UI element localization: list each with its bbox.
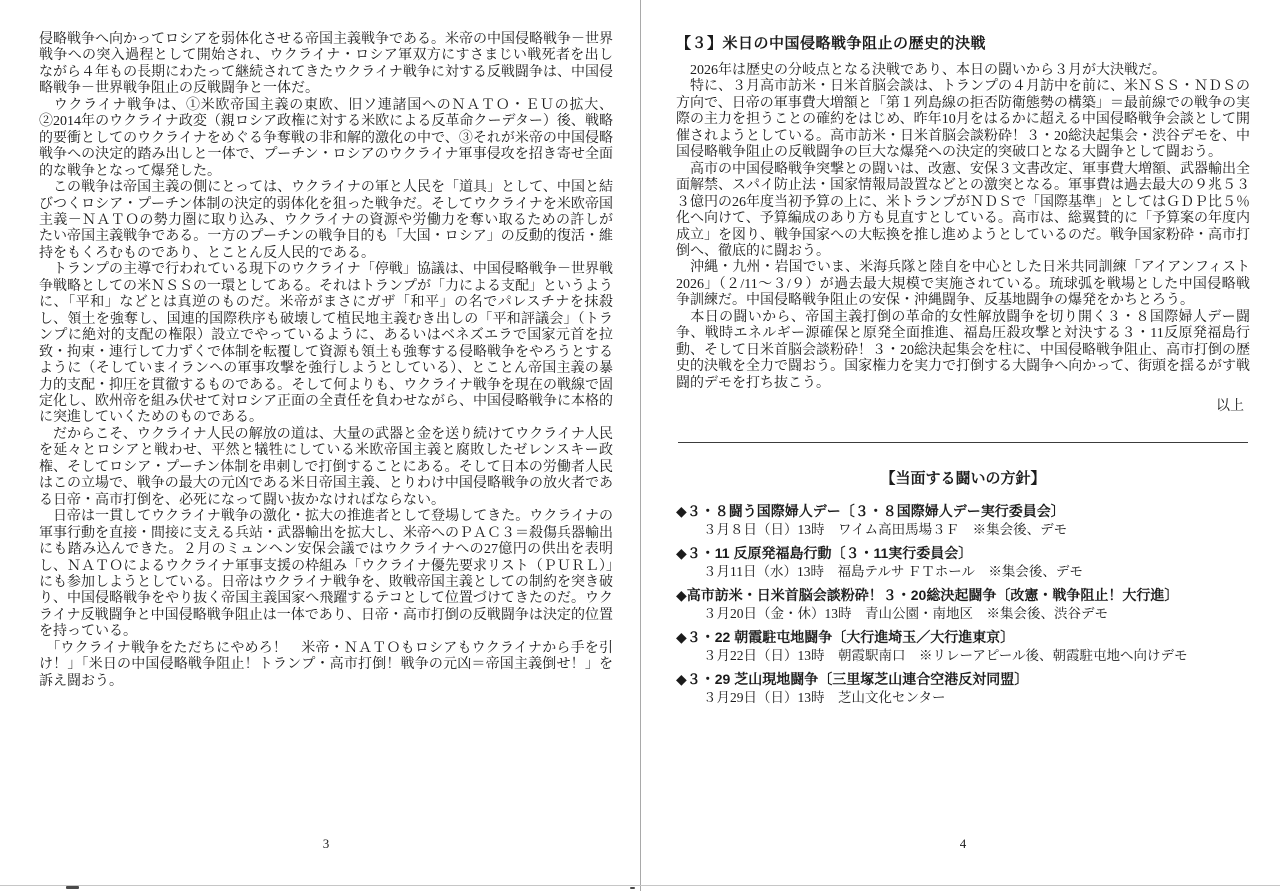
paragraph: だからこそ、ウクライナ人民の解放の道は、大量の武器と金を送り続けてウクライナ人民を延々とロシアと戦わせ、平然と犠牲にしている米欧帝国主義と腐敗したゼレンスキー政権、そしてロシア・プーチン体制を串刺しで打倒することにある。そして日本の労働者人民はこの立場で、戦争の最大の元凶である米日帝国主義、とりわけ中国侵略戦争の放火者である日帝・高市打倒を、必死になって闘い抜かなければならない。 (39, 426, 613, 508)
page-right (676, 32, 1250, 712)
page-divider-line (640, 0, 641, 891)
action-plan-heading: 【当面する闘いの方針】 (880, 470, 1046, 488)
scan-artifact (66, 886, 79, 889)
paragraph: 本日の闘いから、帝国主義打倒の革命的女性解放闘争を切り開く３・８国際婦人デー闘争、戦時エネルギー源確保と原発全面推進、福島圧殺攻撃と対決する３・11反原発福島行動、そして日米首脳会談粉砕！３・20総決起集会を柱に、中国侵略戦争阻止、高市打倒の歴史的決戦を全力で闘おう。国家権力を実力で打倒する大闘争へ向かって、街頭を揺るがす戦闘的デモを打ち抜こう。 (676, 309, 1250, 391)
closing-text: 以上 (1216, 399, 1244, 415)
event-detail: ３月８日（日）13時 ワイム高田馬場３Ｆ ※集会後、デモ (703, 522, 1068, 538)
paragraph: 高市の中国侵略戦争突撃との闘いは、改憲、安保３文書改定、軍事費大増額、武器輸出全面解禁、スパイ防止法・国家情報局設置などとの激突となる。軍事費は過去最大の９兆５３３億円の26年度当初予算の上に、米トランプがＮＤＳで「国際基準」としてはＧＤＰ比５％化へ向けて、予算編成のあり方も見直すとしている。高市は、総翼賛的に「予算案の年度内成立」を図り、戦争国家への大転換を推し進めようとしているのだ。戦争国家粉砕・高市打倒へ、徹底的に闘おう。 (676, 161, 1250, 259)
event-item (676, 628, 1250, 665)
horizontal-divider-line (678, 442, 1248, 443)
event-detail: ３月20日（金・休）13時 青山公園・南地区 ※集会後、渋谷デモ (703, 606, 1108, 622)
section-heading: 【３】米日の中国侵略戦争阻止の歴史的決戦 (676, 35, 987, 52)
paragraph: トランプの主導で行われている現下のウクライナ「停戦」協議は、中国侵略戦争－世界戦争戦略としての米ＮＳＳの一環としてある。それはトランプが「力による支配」というように、「平和」などとは真逆のものだ。米帝がまさにガザ「和平」の名でパレスチナを抹殺し、領土を強奪し、国連的国際秩序も破壊して植民地主義むき出しの「平和評議会」（トランプに絶対的支配の権限）設立でやっているように、あるいはベネズエラで国家元首を拉致・拘束・連行して力ずくで体制を転覆して資源も領土も強奪する侵略戦争をやろうとするように（そしていまイランへの軍事攻撃を強行しようとしている）、とことん帝国主義の暴力的支配・抑圧を貫徹するものである。そして何よりも、ウクライナ戦争を現在の戦線で固定化し、欧州帝を組み伏せて対ロシア正面の全責任を負わせながら、中国侵略戦争に本格的に突進していくためのものである。 (39, 262, 613, 426)
event-title: ◆３・11 反原発福島行動〔３・11実行委員会〕 (676, 545, 973, 562)
event-title: ◆３・22 朝霞駐屯地闘争〔大行進埼玉／大行進東京〕 (676, 629, 1015, 646)
paragraph: 2026年は歴史の分岐点となる決戦であり、本日の闘いから３月が大決戦だ。 (676, 63, 1166, 78)
event-detail: ３月22日（日）13時 朝霞駅南口 ※リレーアピール後、朝霞駐屯地へ向けデモ (703, 648, 1188, 664)
event-item (676, 670, 1250, 707)
scan-edge-line (0, 885, 1280, 886)
event-item (676, 544, 1250, 581)
page-number-left: 3 (322, 836, 330, 851)
paragraph: 日帝は一貫してウクライナ戦争の激化・拡大の推進者として登場してきた。ウクライナの軍事行動を直接・間接に支える兵站・武器輸出を拡大し、米帝へのＰＡＣ３＝殺傷兵器輸出にも踏み込んできた。２月のミュンヘン安保会議ではウクライナへの27億円の供出を表明し、ＮＡＴＯによるウクライナ軍事支援の枠組み「ウクライナ優先要求リスト（ＰＵＲＬ）」にも参加しようとしている。日帝はウクライナ戦争を、敗戦帝国主義としての制約を突き破り、中国侵略戦争をやり抜く帝国主義国家へ飛躍するテコとして位置づけてきたのだ。ウクライナ反戦闘争と中国侵略戦争阻止は一体であり、日帝・高市打倒の反戦闘争は決定的位置を持っている。 (39, 509, 613, 640)
scan-artifact (630, 887, 635, 889)
event-item (676, 502, 1250, 539)
paragraph: 沖縄・九州・岩国でいま、米海兵隊と陸自を中心とした日米共同訓練「アイアンフィスト2026」（２/11〜３/９）が過去最大規模で実施されている。琉球弧を戦場とした中国侵略戦争訓練だ。中国侵略戦争阻止の安保・沖縄闘争、反基地闘争の爆発をかちとろう。 (676, 260, 1250, 309)
paragraph: ウクライナ戦争は、①米欧帝国主義の東欧、旧ソ連諸国へのＮＡＴＯ・ＥＵの拡大、②2014年のウクライナ政変（親ロシア政権に対する米欧による反革命クーデター）後、戦略的要衝としてのウクライナをめぐる争奪戦の非和解的激化の中で、③それが米帝の中国侵略戦争への決定的踏み出しと一体で、プーチン・ロシアのウクライナ軍事侵攻を招き寄せ全面的な戦争となって爆発した。 (39, 97, 613, 179)
event-detail: ３月11日（水）13時 福島テルサ ＦＴホール ※集会後、デモ (703, 564, 1083, 580)
paragraph: 「ウクライナ戦争をただちにやめろ！ 米帝・ＮＡＴＯもロシアもウクライナから手を引け！」「米日の中国侵略戦争阻止！トランプ・高市打倒！戦争の元凶＝帝国主義倒せ！」を訴え闘おう。 (39, 640, 613, 689)
event-title: ◆３・29 芝山現地闘争〔三里塚芝山連合空港反対同盟〕 (676, 671, 1029, 688)
paragraph: 侵略戦争へ向かってロシアを弱体化させる帝国主義戦争である。米帝の中国侵略戦争－世界戦争への突入過程として開始され、ウクライナ・ロシア軍双方にすさまじい戦死者を出しながら４年もの長期にわたって継続されてきたウクライナ戦争に対する反戦闘争は、中国侵略戦争－世界戦争阻止の反戦闘争と一体だ。 (39, 32, 613, 97)
event-title: ◆高市訪米・日米首脳会談粉砕！３・20総決起闘争〔改憲・戦争阻止！大行進〕 (676, 587, 1179, 604)
event-detail: ３月29日（日）13時 芝山文化センター (703, 690, 946, 706)
paragraph: この戦争は帝国主義の側にとっては、ウクライナの軍と人民を「道具」として、中国と結びつくロシア・プーチン体制の決定的弱体化を狙った戦争だ。そしてウクライナを米欧帝国主義－ＮＡＴＯの勢力圏に取り込み、ウクライナの資源や労働力を奪い取るための許しがたい帝国主義戦争である。一方のプーチンの戦争目的も「大国・ロシア」の反動的復活・維持をもくろむものであり、とことん反人民的である。 (39, 180, 613, 261)
page-number-right: 4 (959, 836, 967, 851)
page-left (39, 32, 613, 690)
event-title: ◆３・８闘う国際婦人デー〔３・８国際婦人デー実行委員会〕 (676, 503, 1065, 520)
paragraph: 特に、３月高市訪米・日米首脳会談は、トランプの４月訪中を前に、米ＮＳＳ・ＮＤＳの方向で、日帝の軍事費大増額と「第１列島線の拒否防衛態勢の構築」＝最前線での戦争の実際の主力を担うことの確約をはじめ、昨年10月をはるかに超える中国侵略戦争会談として開催されようとしている。高市訪米・日米首脳会談粉砕！３・20総決起集会・渋谷デモを、中国侵略戦争阻止の反戦闘争の巨大な爆発への決定的突破口となる大闘争として闘おう。 (676, 79, 1250, 161)
event-item (676, 586, 1250, 623)
